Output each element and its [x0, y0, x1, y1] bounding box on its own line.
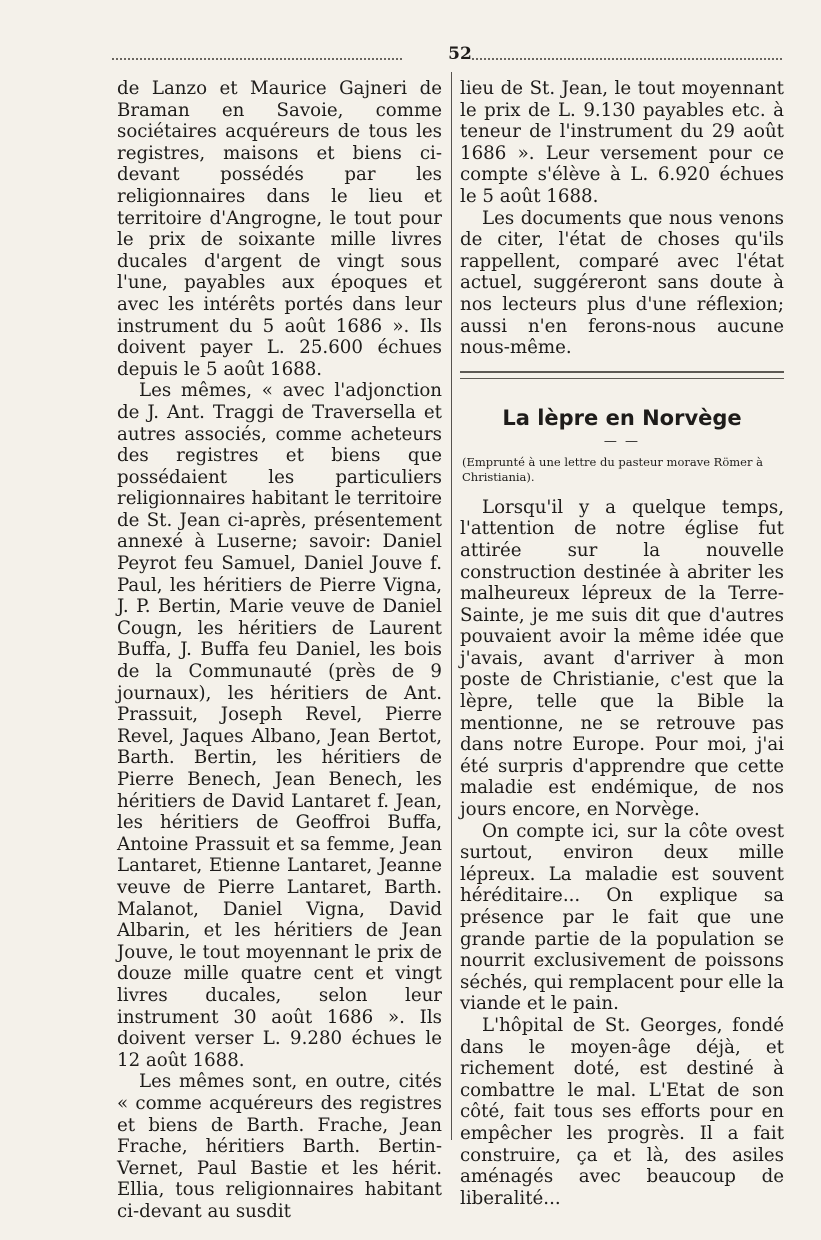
paragraph: On compte ici, sur la côte ovest surtout, environ deux mille lépreux. La maladie est souvent héréditaire... On explique sa présence par le fait que une grande partie de la population se nourrit exclusivement de poissons séchés, qui remplacent pour elle la viande et le pain. [460, 820, 784, 1015]
page-header [112, 44, 782, 70]
header-rule-right [472, 58, 782, 60]
header-rule-left [112, 58, 402, 60]
column-divider [451, 72, 452, 1140]
paragraph: lieu de St. Jean, le tout moyennant le prix de L. 9.130 payables etc. à teneur de l'instrument du 29 août 1686 ». Leur versement pour ce compte s'élève à L. 6.920 échues le 5 août 1688. [460, 78, 784, 207]
left-column [117, 78, 442, 1222]
paragraph: Lorsqu'il y a quelque temps, l'attention de notre église fut attirée sur la nouvelle construction destinée à abriter les malheureux lépreux de la Terre-Sainte, je me suis dit que d'autres pouvaient avoir la même idée que j'avais, avant d'arriver à mon poste de Christianie, c'est que la lèpre, telle que la Bible la mentionne, ne se retrouve pas dans notre Europe. Pour moi, j'ai été surpris d'apprendre que cette maladie est endémique, de nos jours encore, en Norvège. [460, 496, 784, 821]
paragraph: de Lanzo et Maurice Gajneri de Braman en Savoie, comme sociétaires acquéreurs de tous les registres, maisons et biens ci-devant possédés par les religionnaires dans le lieu et territoire d'Angrogne, le tout pour le prix de soixante mille livres ducales d'argent de vingt sous l'une, payables aux époques et avec les intérêts portés dans leur instrument du 5 août 1686 ». Ils doivent payer L. 25.600 échues depuis le 5 août 1688. [117, 78, 442, 380]
paragraph: L'hôpital de St. Georges, fondé dans le moyen-âge déjà, et richement doté, est destiné à combattre le mal. L'Etat de son côté, fait tous ses efforts pour en empêcher les progrès. Il a fait construire, ça et là, des asiles aménagés avec beaucoup de liberalité... [460, 1014, 784, 1209]
right-column [460, 78, 784, 1209]
article-title: La lèpre en Norvège [502, 405, 742, 430]
paragraph: Les mêmes, « avec l'adjonction de J. Ant. Traggi de Traversella et autres associés, comme acheteurs des registres et biens que possédaient les particuliers religionnaires habitant le territoire de St. Jean ci-après, présentement annexé à Luserne; savoir: Daniel Peyrot feu Samuel, Daniel Jouve f. Paul, les héritiers de Pierre Vigna, J. P. Bertin, Marie veuve de Daniel Cougn, les héritiers de Laurent Buffa, J. Buffa feu Daniel, les bois de la Communauté (près de 9 journaux), les héritiers de Ant. Prassuit, Joseph Revel, Pierre Revel, Jaques Albano, Jean Bertot, Barth. Bertin, les héritiers de Pierre Benech, Jean Benech, les héritiers de David Lantaret f. Jean, les héritiers de Geoffroi Buffa, Antoine Prassuit et sa femme, Jean Lantaret, Etienne Lantaret, Jeanne veuve de Pierre Lantaret, Barth. Malanot, Daniel Vigna, David Albarin, et les héritiers de Jean Jouve, le tout moyennant le prix de douze mille quatre cent et vingt livres ducales, selon leur instrument 30 août 1686 ». Ils doivent verser L. 9.280 échues le 12 août 1688. [117, 380, 442, 1071]
paragraph: Les mêmes sont, en outre, cités « comme acquéreurs des registres et biens de Barth. Frache, Jean Frache, héritiers Barth. Bertin-Vernet, Paul Bastie et les hérit. Ellia, tous religionnaires habitant ci-devant au susdit [117, 1071, 442, 1222]
section-separator [460, 371, 784, 379]
title-dash: — — [603, 433, 641, 449]
paragraph: Les documents que nous venons de citer, l'état de choses qu'ils rappellent, comparé avec l'état actuel, suggéreront sans doute à nos lecteurs plus d'une réflexion; aussi n'en ferons-nous aucune nous-même. [460, 207, 784, 359]
article-source: (Emprunté à une lettre du pasteur morave Römer à Christiania). [462, 454, 763, 484]
page-number: 52 [448, 44, 472, 64]
